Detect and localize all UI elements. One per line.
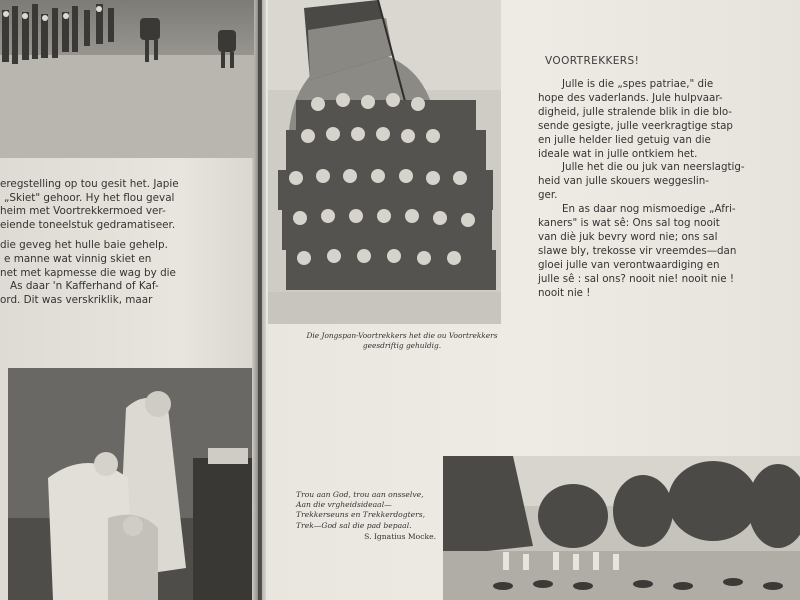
text-line: nooit nie ! — [538, 286, 591, 299]
text-line: „Skiet" gehoor. Hy het flou geval — [4, 191, 175, 204]
photo-riders-crowd — [0, 0, 254, 158]
text-line: en julle helder lied getuig van die — [538, 133, 711, 146]
text-line: As daar 'n Kafferhand of Kaf- — [10, 280, 159, 293]
text-line: heim met Voortrekkermoed ver- — [0, 205, 166, 218]
poem-author: S. Ignatius Mocke. — [364, 531, 436, 541]
text-line: eregstelling op tou gesit het. Japie — [0, 178, 179, 190]
text-line: van diè juk bevry word nie; ons sal — [538, 230, 718, 243]
text-line: ideale wat in julle ontkiem het. — [538, 147, 698, 160]
text-line: e manne wat vinnig skiet en — [4, 252, 152, 265]
poem-line: Trek—God sal die pad bepaal. — [296, 520, 412, 530]
poem-line: Trou aan God, trou aan onsselve, — [296, 490, 424, 499]
text-line: Julle het die ou juk van neerslagtig- — [562, 161, 745, 174]
text-line: net met kapmesse die wag by die — [0, 266, 176, 279]
text-line: En as daar nog mismoedige „Afri- — [562, 203, 736, 216]
poem-line: Aan die vrgheidsideaal— — [296, 500, 392, 510]
text-line: gloei julle van verontwaardiging en — [538, 258, 720, 271]
text-line: die geveg het hulle baie gehelp. — [0, 239, 168, 252]
section-heading: VOORTREKKERS! — [545, 55, 640, 67]
text-line: digheid, julle stralende blik in die blo- — [538, 105, 733, 118]
book-gutter — [252, 0, 266, 600]
photo-jongspan-voortrekkers — [268, 0, 501, 324]
text-line: ord. Dit was verskriklik, maar — [0, 293, 153, 306]
text-line: kaners" is wat sê: Ons sal tog nooit — [538, 217, 720, 230]
poem-line: Trekkerseuns en Trekkerdogters, — [296, 510, 426, 520]
text-line: hope des vaderlands. Jule hulpvaar- — [538, 91, 723, 104]
photo-outdoor-gathering — [443, 456, 800, 600]
text-line: sende gesigte, julle veerkragtige stap — [538, 119, 733, 132]
photo-costumed-women — [8, 368, 252, 600]
text-line: julle sê : sal ons? nooit nie! nooit nie ! — [538, 272, 735, 285]
text-line: ger. — [538, 189, 558, 202]
text-line: eiende toneelstuk gedramatiseer. — [0, 218, 176, 231]
text-line: Julle is die „spes patriae," die — [562, 78, 714, 90]
voortrekkers-text — [538, 78, 770, 301]
photo-caption: Die Jongspan-Voortrekkers het die ou Voortrekkers geesdriftig gehuldig. — [306, 331, 498, 350]
poem — [296, 490, 436, 542]
left-page-text — [0, 178, 250, 307]
text-line: heid van julle skouers weggeslin- — [538, 175, 709, 188]
text-line: slawe bly, trekosse vir vreemdes—dan — [538, 244, 737, 257]
